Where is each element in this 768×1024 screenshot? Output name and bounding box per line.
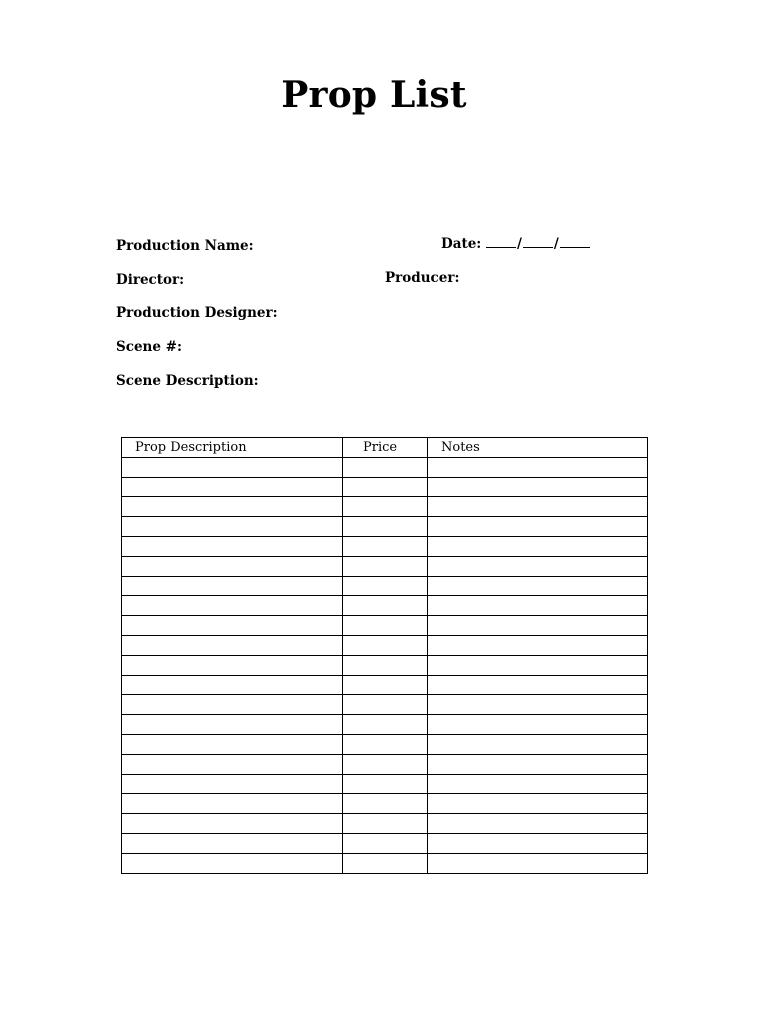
prop-description-cell[interactable] [122, 853, 343, 873]
price-cell[interactable] [343, 457, 428, 477]
prop-description-cell[interactable] [122, 715, 343, 735]
column-header-price: Price [343, 438, 428, 458]
table-row [122, 833, 648, 853]
column-header-notes: Notes [428, 438, 648, 458]
notes-cell[interactable] [428, 596, 648, 616]
notes-cell[interactable] [428, 734, 648, 754]
production-name-label: Production Name: [116, 238, 254, 254]
table-row [122, 497, 648, 517]
prop-description-cell[interactable] [122, 635, 343, 655]
prop-table-body [122, 457, 648, 873]
producer-label: Producer: [385, 270, 460, 286]
price-cell[interactable] [343, 853, 428, 873]
prop-description-cell[interactable] [122, 814, 343, 834]
table-row [122, 616, 648, 636]
notes-cell[interactable] [428, 457, 648, 477]
notes-cell[interactable] [428, 695, 648, 715]
notes-cell[interactable] [428, 616, 648, 636]
table-row [122, 517, 648, 537]
prop-description-cell[interactable] [122, 675, 343, 695]
date-day-blank[interactable] [523, 235, 553, 248]
price-cell[interactable] [343, 655, 428, 675]
table-row [122, 477, 648, 497]
prop-description-cell[interactable] [122, 556, 343, 576]
table-row [122, 457, 648, 477]
table-row [122, 794, 648, 814]
price-cell[interactable] [343, 774, 428, 794]
prop-description-cell[interactable] [122, 833, 343, 853]
notes-cell[interactable] [428, 517, 648, 537]
director-label: Director: [116, 272, 185, 288]
price-cell[interactable] [343, 477, 428, 497]
table-row [122, 695, 648, 715]
notes-cell[interactable] [428, 635, 648, 655]
notes-cell[interactable] [428, 774, 648, 794]
table-row [122, 853, 648, 873]
table-row [122, 754, 648, 774]
table-row [122, 774, 648, 794]
date-month-blank[interactable] [486, 235, 516, 248]
scene-number-label: Scene #: [116, 339, 182, 355]
notes-cell[interactable] [428, 556, 648, 576]
notes-cell[interactable] [428, 497, 648, 517]
notes-cell[interactable] [428, 655, 648, 675]
table-row [122, 556, 648, 576]
price-cell[interactable] [343, 794, 428, 814]
price-cell[interactable] [343, 833, 428, 853]
prop-description-cell[interactable] [122, 517, 343, 537]
prop-description-cell[interactable] [122, 734, 343, 754]
prop-description-cell[interactable] [122, 576, 343, 596]
prop-description-cell[interactable] [122, 774, 343, 794]
table-row [122, 576, 648, 596]
table-row [122, 536, 648, 556]
notes-cell[interactable] [428, 576, 648, 596]
price-cell[interactable] [343, 695, 428, 715]
prop-description-cell[interactable] [122, 596, 343, 616]
prop-description-cell[interactable] [122, 477, 343, 497]
prop-description-cell[interactable] [122, 616, 343, 636]
table-row [122, 596, 648, 616]
prop-description-cell[interactable] [122, 794, 343, 814]
date-separator: / [553, 236, 559, 252]
price-cell[interactable] [343, 635, 428, 655]
prop-description-cell[interactable] [122, 695, 343, 715]
price-cell[interactable] [343, 596, 428, 616]
date-label: Date: [441, 236, 482, 252]
prop-description-cell[interactable] [122, 457, 343, 477]
price-cell[interactable] [343, 517, 428, 537]
table-row [122, 675, 648, 695]
price-cell[interactable] [343, 536, 428, 556]
table-header-row [122, 438, 648, 458]
notes-cell[interactable] [428, 715, 648, 735]
notes-cell[interactable] [428, 536, 648, 556]
notes-cell[interactable] [428, 794, 648, 814]
prop-description-cell[interactable] [122, 655, 343, 675]
prop-description-cell[interactable] [122, 754, 343, 774]
table-row [122, 814, 648, 834]
date-field [441, 235, 590, 253]
scene-description-label: Scene Description: [116, 373, 259, 389]
date-separator: / [516, 236, 522, 252]
price-cell[interactable] [343, 576, 428, 596]
table-row [122, 635, 648, 655]
date-year-blank[interactable] [560, 235, 590, 248]
table-row [122, 655, 648, 675]
production-designer-label: Production Designer: [116, 305, 278, 321]
price-cell[interactable] [343, 814, 428, 834]
price-cell[interactable] [343, 616, 428, 636]
prop-table [121, 437, 648, 874]
page-title: Prop List [281, 74, 467, 116]
table-row [122, 715, 648, 735]
notes-cell[interactable] [428, 754, 648, 774]
prop-description-cell[interactable] [122, 497, 343, 517]
price-cell[interactable] [343, 734, 428, 754]
notes-cell[interactable] [428, 853, 648, 873]
notes-cell[interactable] [428, 833, 648, 853]
price-cell[interactable] [343, 556, 428, 576]
notes-cell[interactable] [428, 675, 648, 695]
notes-cell[interactable] [428, 477, 648, 497]
price-cell[interactable] [343, 497, 428, 517]
notes-cell[interactable] [428, 814, 648, 834]
column-header-prop-description: Prop Description [122, 438, 343, 458]
price-cell[interactable] [343, 715, 428, 735]
table-row [122, 734, 648, 754]
price-cell[interactable] [343, 675, 428, 695]
price-cell[interactable] [343, 754, 428, 774]
prop-description-cell[interactable] [122, 536, 343, 556]
